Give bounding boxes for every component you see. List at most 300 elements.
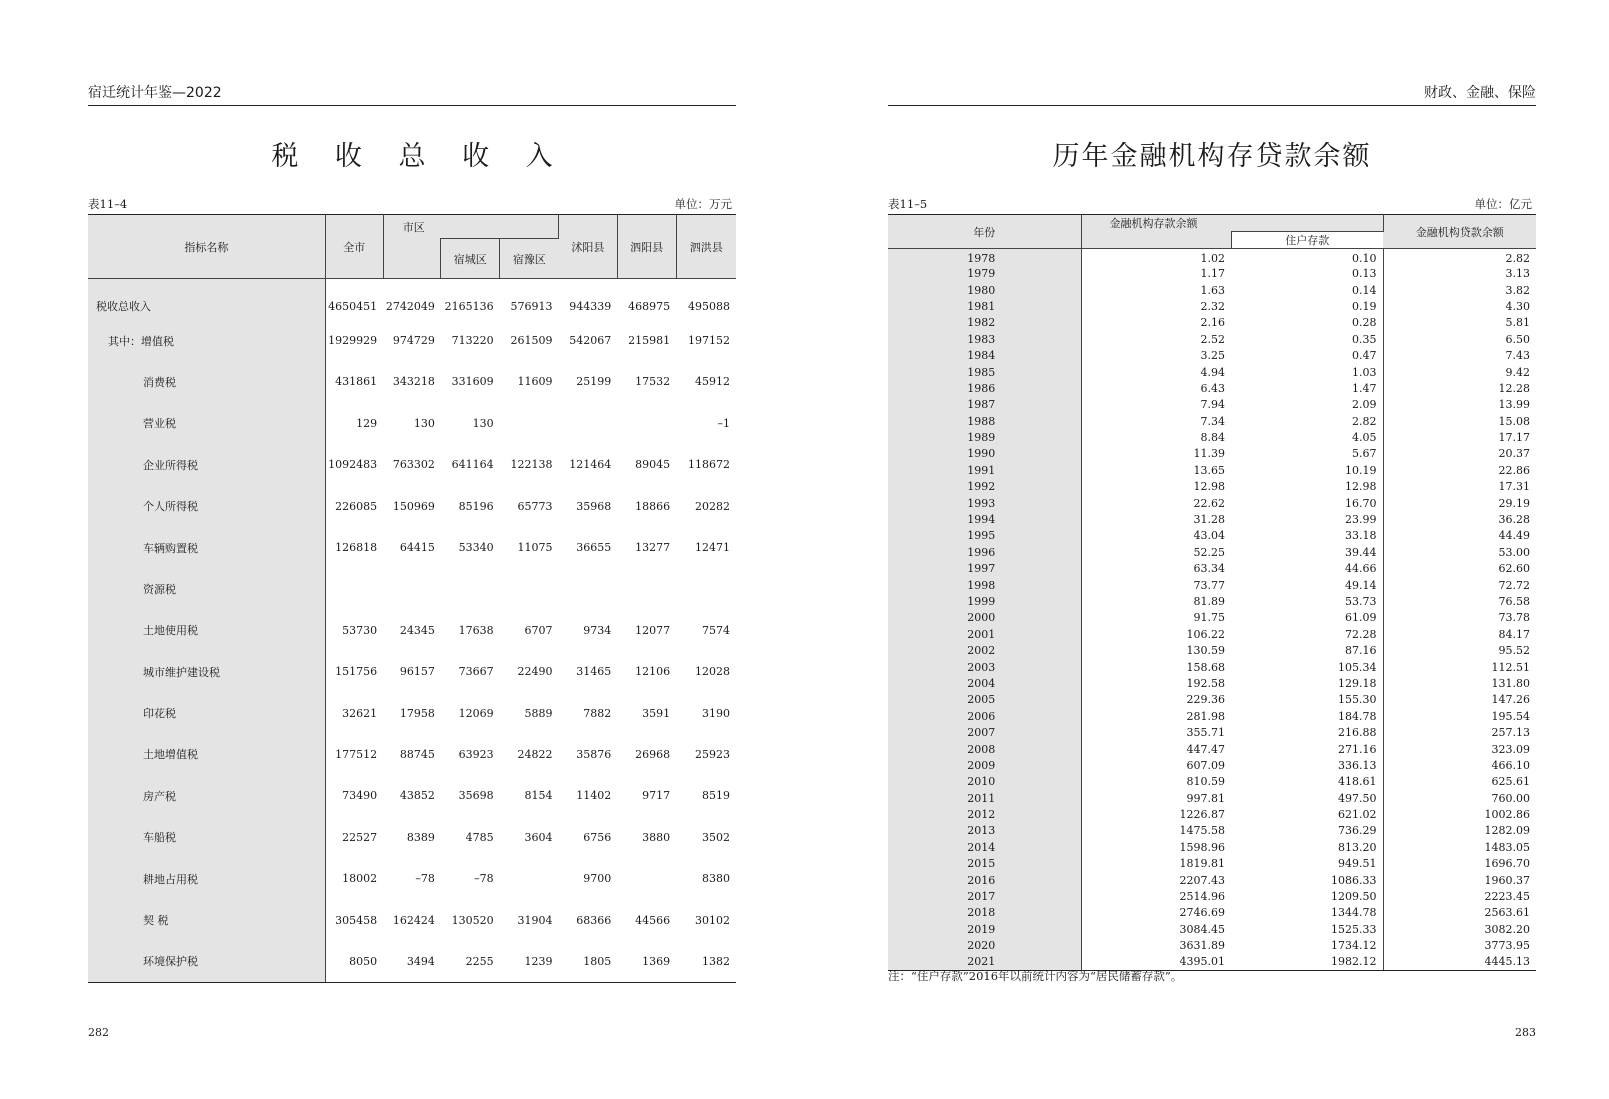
row-label: 营业税 [88, 403, 325, 444]
table-cell: 130.59 [1186, 644, 1225, 658]
page-title-tax: 税 收 总 收 入 [271, 141, 567, 172]
table-cell: 257.13 [1491, 726, 1530, 740]
table-cell: 343218 [392, 375, 435, 389]
table-cell: 1960.37 [1484, 873, 1530, 887]
header-siyang: 泗阳县 [617, 215, 676, 279]
table-cell: 355.71 [1186, 726, 1225, 740]
table-row [888, 610, 1536, 626]
table-cell: 31904 [517, 913, 553, 927]
table-row [88, 775, 736, 816]
table-cell: 1.17 [1200, 267, 1225, 281]
table-cell: 32621 [342, 706, 378, 720]
table-cell: 0.47 [1231, 348, 1383, 364]
year-cell: 1982 [888, 315, 1081, 331]
table-cell: 91.75 [1193, 611, 1225, 625]
table-row [888, 659, 1536, 675]
table-cell: 226085 [335, 499, 378, 513]
table-cell: 36655 [576, 541, 612, 555]
table-cell: 95.52 [1498, 644, 1530, 658]
table-cell: 0.14 [1231, 282, 1383, 298]
header-suchengqu: 宿城区 [441, 239, 500, 279]
table-cell: 36.28 [1498, 513, 1530, 527]
table-cell: 12069 [458, 706, 494, 720]
table-cell: 23.99 [1231, 512, 1383, 528]
table-cell: 88745 [399, 747, 435, 761]
table-cell: 6707 [524, 623, 553, 637]
table-cell: 147.26 [1491, 693, 1530, 707]
table-id: 表11–5 [888, 197, 928, 211]
table-cell: 73.77 [1193, 578, 1225, 592]
year-cell: 2021 [888, 954, 1081, 970]
table-cell: 9717 [642, 789, 671, 803]
header-year: 年份 [888, 215, 1081, 249]
table-row [888, 676, 1536, 692]
row-label: 企业所得税 [88, 444, 325, 485]
year-cell: 2014 [888, 840, 1081, 856]
table-cell: 7574 [702, 623, 730, 637]
row-label: 税收总收入 [88, 279, 325, 320]
table-cell: 130 [413, 416, 435, 430]
year-cell: 2009 [888, 758, 1081, 774]
year-cell: 2011 [888, 791, 1081, 807]
table-cell: 11402 [576, 789, 612, 803]
table-cell: 1086.33 [1231, 872, 1383, 888]
table-cell: 130 [472, 416, 494, 430]
table-row [88, 858, 736, 899]
table-cell: 35968 [576, 499, 612, 513]
year-cell: 2004 [888, 676, 1081, 692]
table-row [888, 889, 1536, 905]
table-cell: 24345 [399, 623, 435, 637]
table-cell: 281.98 [1186, 709, 1225, 723]
table-cell: 35698 [458, 789, 494, 803]
table-cell: 625.61 [1491, 775, 1530, 789]
table-cell: 5.67 [1231, 446, 1383, 462]
table-cell: 3.82 [1505, 283, 1530, 297]
row-label: 契 税 [88, 899, 325, 940]
table-row [888, 414, 1536, 430]
year-cell: 1996 [888, 545, 1081, 561]
table-cell: 1369 [617, 941, 676, 982]
table-cell: 1525.33 [1231, 922, 1383, 938]
table-cell: 87.16 [1231, 643, 1383, 659]
table-row [88, 610, 736, 651]
table-cell: 4395.01 [1081, 954, 1231, 970]
row-label: 土地增值税 [88, 734, 325, 775]
table-cell: 8519 [702, 789, 730, 803]
table-cell: 131.80 [1491, 676, 1530, 690]
table-cell: 229.36 [1186, 693, 1225, 707]
table-cell: 3502 [702, 830, 730, 844]
tax-table-body [88, 279, 736, 983]
table-row [888, 397, 1536, 413]
table-cell: 25923 [695, 747, 730, 761]
table-cell: 2746.69 [1179, 906, 1225, 920]
table-cell: 53.73 [1231, 594, 1383, 610]
table-row [888, 856, 1536, 872]
table-id: 表11–4 [88, 197, 128, 211]
table-cell: 336.13 [1231, 758, 1383, 774]
table-row [888, 627, 1536, 643]
table-cell: 468975 [628, 299, 671, 313]
table-row [888, 299, 1536, 315]
table-cell [500, 403, 559, 444]
table-cell: 3190 [702, 706, 730, 720]
table-cell: 495088 [688, 299, 730, 313]
table-row [888, 332, 1536, 348]
table-cell: 53730 [342, 623, 378, 637]
year-cell: 2005 [888, 692, 1081, 708]
table-cell: 1239 [500, 941, 559, 982]
table-cell [558, 403, 617, 444]
year-cell: 1999 [888, 594, 1081, 610]
row-label: 印花税 [88, 692, 325, 733]
table-cell: 9700 [583, 872, 612, 886]
year-cell: 2007 [888, 725, 1081, 741]
table-cell: –1 [717, 416, 730, 430]
table-cell: 6.50 [1505, 332, 1530, 346]
table-cell: 155.30 [1231, 692, 1383, 708]
table-cell: 607.09 [1186, 758, 1225, 772]
table-cell: 2.82 [1505, 252, 1530, 265]
table-cell [676, 568, 736, 609]
year-cell: 1994 [888, 512, 1081, 528]
table-cell: 33.18 [1231, 528, 1383, 544]
table-cell: 1696.70 [1484, 857, 1530, 871]
unit-label: 单位：万元 [674, 197, 732, 211]
page-number-right: 283 [1515, 1026, 1536, 1039]
table-cell: 9.42 [1505, 365, 1530, 379]
year-cell: 1979 [888, 266, 1081, 282]
table-row [888, 594, 1536, 610]
table-cell: 3631.89 [1179, 939, 1225, 953]
table-cell [383, 568, 441, 609]
table-cell: 974729 [392, 334, 435, 348]
tax-revenue-table [88, 214, 736, 983]
deposit-loan-table [888, 214, 1536, 971]
table-row [888, 692, 1536, 708]
table-row [888, 430, 1536, 446]
table-meta-deposits [888, 196, 1536, 210]
table-row [88, 899, 736, 940]
table-cell: 8389 [406, 830, 435, 844]
table-cell: 12028 [695, 665, 730, 679]
table-cell: 96157 [399, 665, 435, 679]
row-label: 土地使用税 [88, 610, 325, 651]
table-cell [558, 568, 617, 609]
table-cell [325, 568, 383, 609]
table-cell: 13.99 [1498, 398, 1530, 412]
table-cell [617, 858, 676, 899]
table-row [888, 577, 1536, 593]
year-cell: 1983 [888, 332, 1081, 348]
table-cell: 1209.50 [1231, 889, 1383, 905]
left-page [88, 0, 736, 1099]
table-cell: 17.17 [1498, 431, 1530, 445]
table-cell: 8380 [702, 872, 730, 886]
table-cell: 2255 [441, 941, 500, 982]
table-cell: 5.81 [1505, 316, 1530, 330]
yearbook-title: 宿迁统计年鉴—2022 [88, 85, 222, 101]
table-cell [500, 568, 559, 609]
table-cell: 129 [356, 416, 378, 430]
table-cell: 3.25 [1200, 349, 1225, 363]
table-cell: 68366 [576, 913, 612, 927]
table-cell: 763302 [392, 458, 435, 472]
table-cell: 1.47 [1231, 381, 1383, 397]
table-row [88, 403, 736, 444]
table-row [888, 807, 1536, 823]
table-row [888, 725, 1536, 741]
table-cell: 13277 [635, 541, 671, 555]
table-row [888, 528, 1536, 544]
table-cell: 431861 [335, 375, 378, 389]
table-cell: 1226.87 [1179, 808, 1225, 822]
table-cell: 3880 [642, 830, 671, 844]
table-row [88, 568, 736, 609]
table-cell: 8154 [524, 789, 553, 803]
table-cell: 447.47 [1186, 742, 1225, 756]
table-cell: 2514.96 [1179, 890, 1225, 904]
year-cell: 1981 [888, 299, 1081, 315]
table-cell: 18002 [342, 872, 378, 886]
table-row [888, 741, 1536, 757]
table-cell: 641164 [451, 458, 494, 472]
table-cell: 20282 [695, 499, 730, 513]
table-cell: 65773 [517, 499, 553, 513]
year-cell: 1988 [888, 414, 1081, 430]
row-label: 房产税 [88, 775, 325, 816]
year-cell: 1989 [888, 430, 1081, 446]
row-label: 车辆购置税 [88, 527, 325, 568]
table-cell [500, 858, 559, 899]
year-cell: 2002 [888, 643, 1081, 659]
table-row [888, 643, 1536, 659]
year-cell: 2013 [888, 823, 1081, 839]
year-cell: 1995 [888, 528, 1081, 544]
table-cell: 8.84 [1200, 431, 1225, 445]
table-cell: 0.10 [1231, 249, 1383, 267]
table-cell: 72.28 [1231, 627, 1383, 643]
table-cell: 52.25 [1193, 545, 1225, 559]
table-cell: 63923 [458, 747, 494, 761]
table-cell: 72.72 [1498, 578, 1530, 592]
year-cell: 2006 [888, 709, 1081, 725]
table-cell: 0.35 [1231, 332, 1383, 348]
table-cell: 3084.45 [1179, 922, 1225, 936]
year-cell: 2001 [888, 627, 1081, 643]
table-cell: 0.13 [1231, 266, 1383, 282]
table-cell: 49.14 [1231, 577, 1383, 593]
table-cell: 20.37 [1498, 447, 1530, 461]
year-cell: 1984 [888, 348, 1081, 364]
table-cell: 2207.43 [1179, 873, 1225, 887]
table-cell: 7.43 [1505, 349, 1530, 363]
table-row [888, 922, 1536, 938]
table-cell: 3591 [642, 706, 671, 720]
header-suyuqu: 宿豫区 [500, 239, 559, 279]
table-row [888, 348, 1536, 364]
table-cell: 997.81 [1186, 791, 1225, 805]
running-head-right [888, 84, 1536, 106]
table-cell: 1819.81 [1179, 857, 1225, 871]
table-row [88, 320, 736, 361]
table-cell: 11609 [517, 375, 553, 389]
table-cell: 197152 [688, 334, 730, 348]
table-cell: 1.02 [1200, 252, 1225, 265]
year-cell: 1978 [888, 249, 1081, 267]
table-cell: 7.34 [1200, 414, 1225, 428]
year-cell: 1990 [888, 446, 1081, 462]
table-cell: 1929929 [328, 334, 378, 348]
table-row [88, 527, 736, 568]
table-cell: 73.78 [1498, 611, 1530, 625]
table-cell: 17958 [399, 706, 435, 720]
table-cell: 53.00 [1498, 545, 1530, 559]
table-cell: 45912 [695, 375, 730, 389]
table-cell: 0.28 [1231, 315, 1383, 331]
year-cell: 1980 [888, 282, 1081, 298]
table-meta-tax [88, 196, 736, 210]
header-deposit: 金融机构存款余额 [1081, 215, 1383, 232]
table-cell: 1483.05 [1484, 840, 1530, 854]
table-cell: 5889 [524, 706, 553, 720]
table-cell: 3604 [524, 830, 553, 844]
table-cell [441, 568, 500, 609]
table-cell: 1002.86 [1484, 808, 1530, 822]
table-cell: 24822 [517, 747, 553, 761]
year-cell: 2010 [888, 774, 1081, 790]
table-row [88, 485, 736, 526]
table-cell: 106.22 [1186, 627, 1225, 641]
table-row [888, 479, 1536, 495]
running-head-left [88, 84, 736, 106]
table-cell: 17.31 [1498, 480, 1530, 494]
header-shuyang: 沭阳县 [558, 215, 617, 279]
table-cell: 129.18 [1231, 676, 1383, 692]
year-cell: 2012 [888, 807, 1081, 823]
table-row [888, 446, 1536, 462]
row-label: 车船税 [88, 817, 325, 858]
table-cell: 151756 [335, 665, 378, 679]
table-cell: 810.59 [1186, 775, 1225, 789]
table-cell: 22.86 [1498, 463, 1530, 477]
table-cell: 305458 [335, 913, 378, 927]
table-cell: 736.29 [1231, 823, 1383, 839]
table-cell: 122138 [510, 458, 553, 472]
table-cell: 3082.20 [1484, 922, 1530, 936]
table-cell: 73667 [458, 665, 494, 679]
row-label: 消费税 [88, 361, 325, 402]
table-cell: 84.17 [1498, 627, 1530, 641]
table-cell: 44.66 [1231, 561, 1383, 577]
table-cell: 2.52 [1200, 332, 1225, 346]
table-cell: 944339 [569, 299, 612, 313]
table-cell: 1.63 [1200, 283, 1225, 297]
year-cell: 2020 [888, 938, 1081, 954]
year-cell: 1987 [888, 397, 1081, 413]
table-cell: 61.09 [1231, 610, 1383, 626]
table-cell: 81.89 [1193, 595, 1225, 608]
table-cell: 26968 [635, 747, 671, 761]
row-label: 资源税 [88, 568, 325, 609]
table-row [888, 381, 1536, 397]
table-row [888, 463, 1536, 479]
table-cell: 1734.12 [1231, 938, 1383, 954]
table-cell: 192.58 [1186, 676, 1225, 690]
table-cell: 2.82 [1231, 414, 1383, 430]
table-cell: 12.28 [1498, 381, 1530, 395]
table-cell [617, 568, 676, 609]
page-number-left: 282 [88, 1026, 109, 1039]
table-cell: –78 [415, 872, 435, 886]
year-cell: 2008 [888, 741, 1081, 757]
table-cell: 85196 [458, 499, 494, 513]
table-cell: 31465 [576, 665, 612, 679]
table-cell: 15.08 [1498, 414, 1530, 428]
table-row [888, 823, 1536, 839]
table-cell: 130520 [451, 913, 494, 927]
table-row [888, 282, 1536, 298]
year-cell: 1992 [888, 479, 1081, 495]
table-cell: 62.60 [1498, 562, 1530, 576]
table-cell: 17532 [635, 375, 671, 389]
table-cell: 39.44 [1231, 545, 1383, 561]
table-cell: 215981 [628, 334, 671, 348]
table-row [888, 315, 1536, 331]
table-cell: 76.58 [1498, 595, 1530, 608]
table-cell: 3494 [383, 941, 441, 982]
table-cell: 44566 [635, 913, 671, 927]
header-loan: 金融机构贷款余额 [1383, 215, 1536, 249]
table-cell: 4650451 [328, 299, 378, 313]
table-cell: 2.32 [1200, 299, 1225, 313]
table-cell: 1382 [676, 941, 736, 982]
year-cell: 2019 [888, 922, 1081, 938]
table-row [888, 512, 1536, 528]
table-row [88, 734, 736, 775]
table-cell: 7.94 [1200, 398, 1225, 412]
header-deposit-sub [1081, 232, 1231, 249]
page-title-deposits-loans: 历年金融机构存贷款余额 [1052, 141, 1372, 172]
table-cell: 7882 [583, 706, 612, 720]
table-cell: 813.20 [1231, 840, 1383, 856]
table-cell: 121464 [569, 458, 612, 472]
table-row [88, 279, 736, 320]
table-row [888, 905, 1536, 921]
table-row [888, 840, 1536, 856]
table-cell: 1982.12 [1231, 954, 1383, 970]
table-cell: 10.19 [1231, 463, 1383, 479]
table-row [88, 444, 736, 485]
header-quanshi: 全市 [325, 215, 383, 279]
table-cell [617, 403, 676, 444]
table-row [888, 938, 1536, 954]
year-cell: 2000 [888, 610, 1081, 626]
table-cell: 44.49 [1498, 529, 1530, 543]
table-cell: 18866 [635, 499, 671, 513]
table-cell: 30102 [695, 913, 730, 927]
table-cell: 73490 [342, 789, 378, 803]
table-row [888, 709, 1536, 725]
table-cell: 621.02 [1231, 807, 1383, 823]
table-row [88, 941, 736, 982]
row-label: 个人所得税 [88, 485, 325, 526]
header-household: 住户存款 [1231, 232, 1383, 249]
table-cell: 3.13 [1505, 267, 1530, 281]
year-cell: 1993 [888, 495, 1081, 511]
header-shiqu-cell [383, 239, 441, 279]
